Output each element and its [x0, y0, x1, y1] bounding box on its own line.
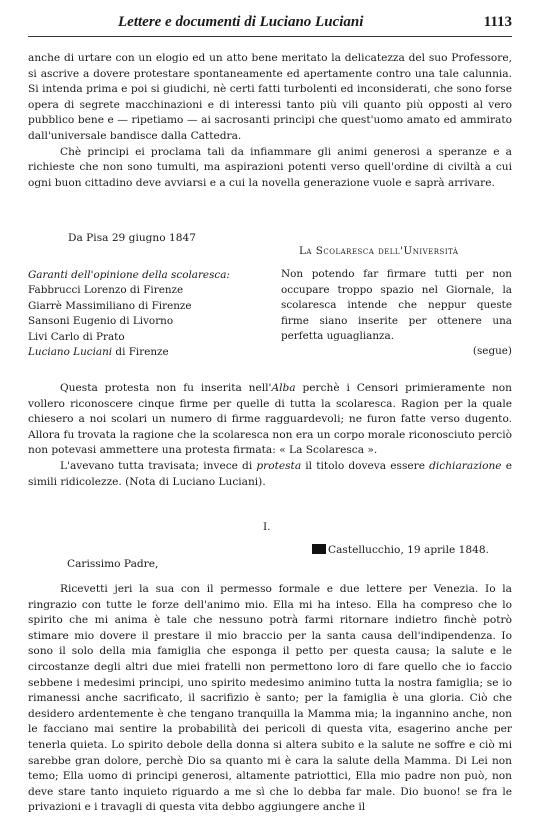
- signature-note-block: [281, 244, 512, 360]
- paragraph-3-block: [28, 381, 512, 490]
- signature-heading: La Scolaresca dell'Università: [299, 245, 459, 257]
- guarantors-block: [28, 268, 268, 360]
- guarantor-last-rest: di Firenze: [112, 346, 169, 359]
- salutation: Carissimo Padre,: [67, 558, 159, 570]
- guarantor-name: Giarrè Massimiliano di Firenze: [28, 299, 192, 312]
- ink-mark: [312, 544, 326, 554]
- paragraph-2: Chè principi ei proclama tali da infiammare gli animi generosi a speranze e a richieste che non sono tumulti, ma aspirazioni potenti verso quell'ordine di civiltà a cui ogni buon cittadino deve avviarsi e a cui la novella generazione vuole e saprà arrivare.: [28, 145, 512, 189]
- guarantor-name: Sansoni Eugenio di Livorno: [28, 315, 174, 328]
- section-number: I.: [263, 521, 271, 533]
- page-number: 1113: [483, 14, 512, 30]
- segue-label: (segue): [472, 345, 512, 358]
- letter-place-date: Castellucchio, 19 aprile 1848.: [328, 544, 489, 556]
- guarantors-label: Garanti dell'opinione della scolaresca:: [28, 269, 230, 281]
- letter-body-block: [28, 582, 512, 816]
- alba-title: Alba: [271, 382, 296, 394]
- signature-note: Non potendo far firmare tutti per non occupare troppo spazio nel Giornale, la scolaresca intende che neppur queste firme siano inserite per ottenere una perfetta uguaglianza.: [281, 268, 512, 343]
- letter-place-date-line: [312, 543, 489, 559]
- paragraph-4: [28, 459, 512, 490]
- paragraph-4-part: L'avevano tutta travisata; invece di: [60, 459, 257, 472]
- running-header: [28, 12, 512, 37]
- letter-body: Ricevetti jeri la sua con il permesso formale e due lettere per Venezia. Io la ringrazio con tutte le forze dell'animo mio. Ella mi ha inteso. Ella ha compreso che lo spirito che mi anima è tale che nessuno potrà farmi ritornare indietro finchè potrò stimare mio dovere il prestare il mio braccio per la santa causa dell'indipendenza. Io sono il solo della mia famiglia che esponga il petto per questa causa; la salute e le circostanze degli altri due miei fratelli non permettono loro di fare quello che io faccio sebbene i medesimi principi, uno spirito medesimo animino tutta la nostra famiglia; se io rimanessi anche sacrificato, il sacrifizio è santo; per la famiglia è una gloria. Ciò che desidero ardentemente è che tengano tranquilla la Mamma mia; la ingannino anche, non le facciano mai sentire la probabilità dei pericoli di questa vita, esagerino anche per tenerla quieta. Lo spirito debole della donna si altera subito e la salute ne soffre e ciò mi sarebbe gran dolore, perchè Dio sa quanto mi è cara la salute della Mamma. Di Lei non temo; Ella uomo di principi generosi, altamente patriottici, Ella mio padre non può, non deve stare tanto inquieto riguardo a me sì che lo debba far male. Dio buono! se fra le privazioni e i travagli di questa vita debbo aggiungere anche il: [28, 583, 512, 814]
- guarantor-name: Livi Carlo di Prato: [28, 330, 125, 343]
- paragraph-4-part: il titolo doveva essere: [301, 459, 430, 472]
- paragraph-4-part: e simili ridicolezze. (Nota di Luciano Luciani).: [28, 459, 512, 488]
- dateline: Da Pisa 29 giugno 1847: [68, 232, 196, 244]
- paragraph-1-block: [28, 51, 512, 191]
- guarantor-last-italic: Luciano Luciani: [28, 346, 113, 359]
- paragraph-3-part: perchè i Censori primieramente non vollero riconoscere cinque firme per quelle di tutta la scolaresca. Ragion per la quale chiesero a noi scolari un numero di firme ragguardevoli; ne furon fatte verso dugento. Allora fu trovata la ragione che la scolaresca non era un corpo morale riconosciuto perciò non potevasi ammettere una protesta firmata: « La Scolaresca ».: [28, 382, 512, 457]
- paragraph-3-part: Questa protesta non fu inserita nell': [60, 382, 272, 394]
- dichiarazione-word: dichiarazione: [429, 459, 502, 472]
- guarantor-name-last: [28, 345, 268, 360]
- protesta-word: protesta: [256, 459, 302, 472]
- guarantor-name: Fabbrucci Lorenzo di Firenze: [28, 284, 184, 297]
- running-title: Lettere e documenti di Luciano Luciani: [118, 14, 364, 30]
- paragraph-3: [28, 381, 512, 459]
- paragraph-1: anche di urtare con un elogio ed un atto bene meritato la delicatezza del suo Professore, si ascrive a dovere protestare spontaneamente ed apertamente contro una tale calunnia. Si intenda prima e poi si giudichi, nè certi fatti turbolenti ed inconsiderati, che sono forse opera di segrete macchinazioni e di interessi tanto più vili quanto più opposti al vero pubblico bene e — ripetiamo — ai sacrosanti principi che quest'uomo amato ed ammirato dall'universale bandisce dalla Cattedra.: [28, 52, 512, 142]
